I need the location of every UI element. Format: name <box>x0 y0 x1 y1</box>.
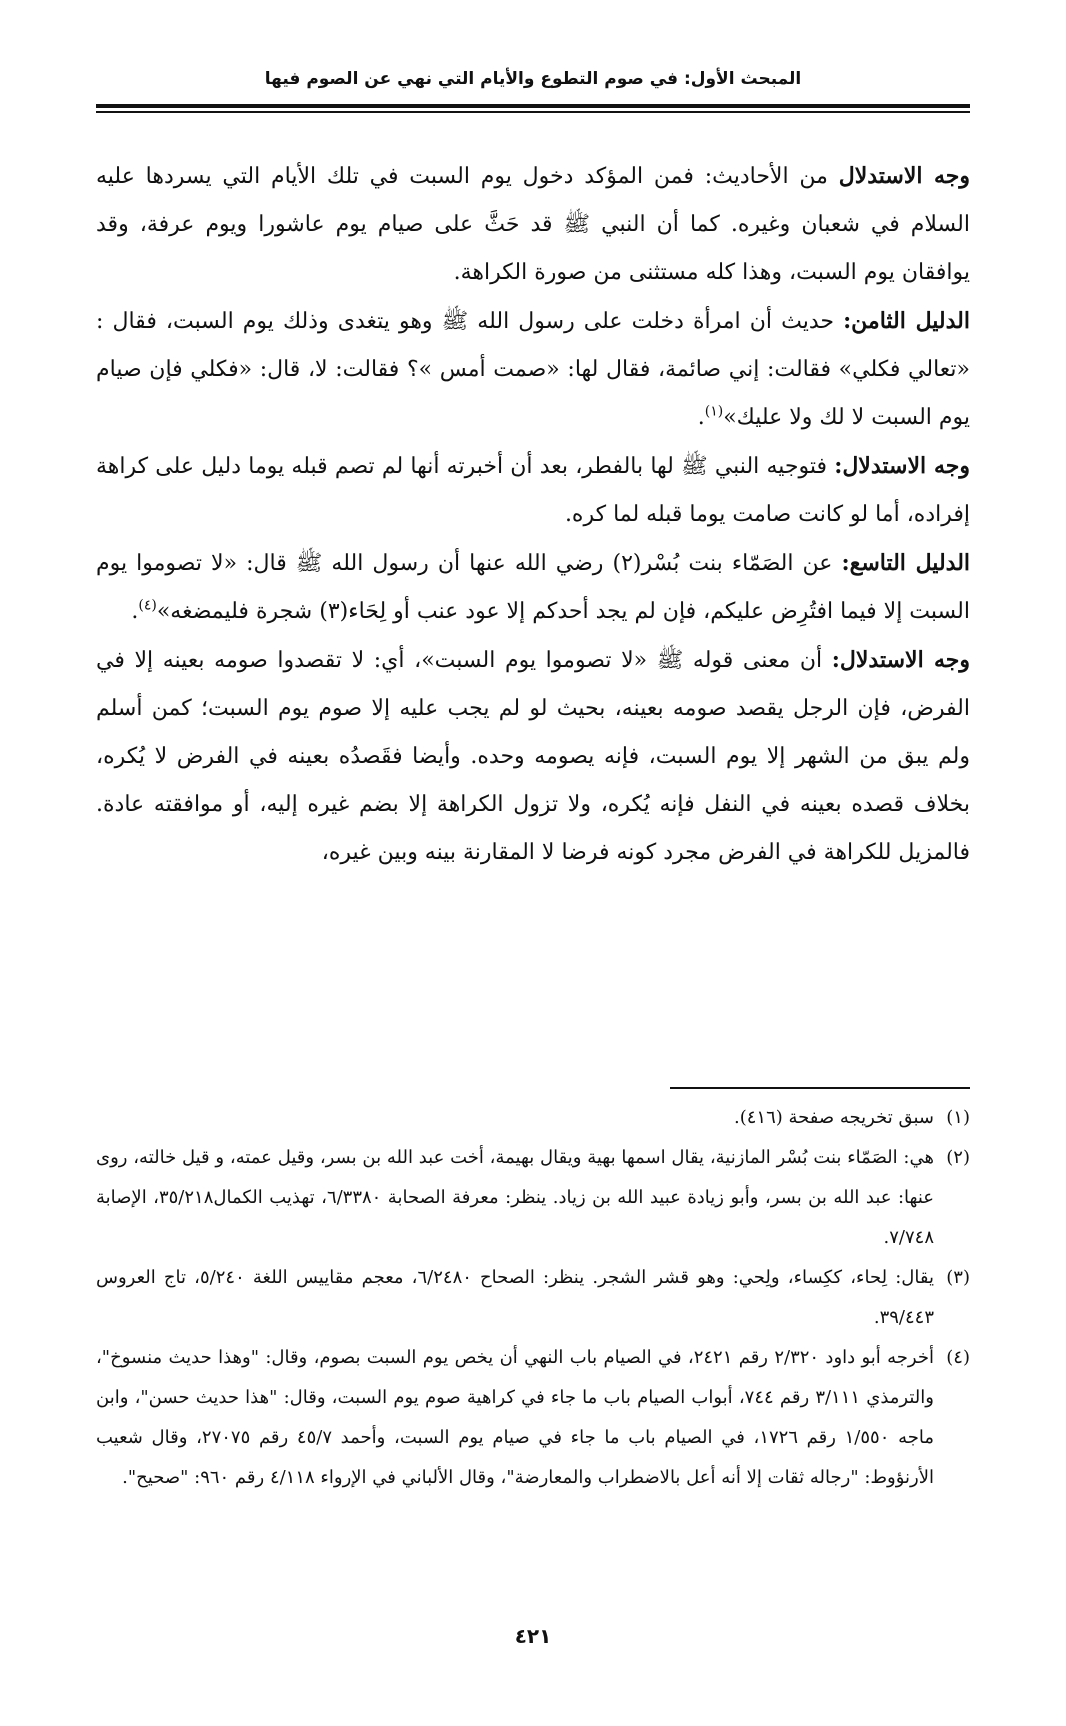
footnote-item <box>96 1098 970 1138</box>
paragraph <box>96 152 970 297</box>
page-number: ٤٢١ <box>514 1624 552 1648</box>
header-rule-thin <box>96 111 970 113</box>
paragraph-text: فتوجيه النبي ﷺ لها بالفطر، بعد أن أخبرته أنها لم تصم قبله يوما دليل على كراهة إفراده، أما لو كانت صامت يوما قبله لما كره. <box>96 454 970 527</box>
paragraph-tail: . <box>131 599 139 624</box>
paragraph-lead: وجه الاستدلال <box>838 163 970 189</box>
footnote-number: (٢) <box>946 1147 970 1168</box>
footnote-text: هي: الصَمّاء بنت بُسْر المازنية، يقال اسمها بهية ويقال بهيمة، أخت عبد الله بن بسر، وقيل عمته، و قيل خالته، روى عنها: عبد الله بن بسر، وأبو زيادة عبيد الله بن زياد. ينظر: معرفة الصحابة ٦/٣٣٨٠، تهذيب الكمال٣٥/٢١٨، الإصابة ٧/٧٤٨. <box>96 1147 934 1248</box>
footnote-number: (١) <box>946 1107 970 1128</box>
footnote-marker[interactable]: (٤) <box>138 597 157 614</box>
paragraph <box>96 442 970 539</box>
footnote-text: سبق تخريجه صفحة (٤١٦). <box>734 1107 934 1128</box>
paragraph-text: عن الصَمّاء بنت بُسْر(٢) رضي الله عنها أن رسول الله ﷺ قال: «لا تصوموا يوم السبت إلا فيما افتُرِض عليكم، فإن لم يجد أحدكم إلا عود عنب أو لِحَاء(٣) شجرة فليمضغه» <box>96 551 970 624</box>
footnote-separator <box>670 1087 970 1089</box>
footnote-item <box>96 1138 970 1258</box>
header-rule-thick <box>96 104 970 108</box>
paragraph-lead: الدليل الثامن: <box>843 308 970 334</box>
paragraph-text: من الأحاديث: فمن المؤكد دخول يوم السبت في تلك الأيام التي يسردها عليه السلام في شعبان وغيره. كما أن النبي ﷺ قد حَثَّ على صيام يوم عاشورا ويوم عرفة، وقد يوافقان يوم السبت، وهذا كله مستثنى من صورة الكراهة. <box>96 164 970 285</box>
paragraph <box>96 539 970 636</box>
paragraph-text: أن معنى قوله ﷺ «لا تصوموا يوم السبت»، أي: لا تقصدوا صومه بعينه إلا في الفرض، فإن الرجل يقصد صومه بعينه، بحيث لو لم يجب عليه إلا صوم يوم السبت؛ كمن أسلم ولم يبق من الشهر إلا يوم السبت، فإنه يصومه وحده. وأيضا فقَصدُه بعينه في الفرض لا يُكره، بخلاف قصده بعينه في النفل فإنه يُكره، ولا تزول الكراهة إلا بضم غيره إليه، أو موافقته عادة. فالمزيل للكراهة في الفرض مجرد كونه فرضا لا المقارنة بينه وبين غيره، <box>96 648 970 865</box>
footnote-item <box>96 1338 970 1498</box>
paragraph-lead: وجه الاستدلال: <box>831 647 970 673</box>
paragraph <box>96 297 970 442</box>
footnote-marker[interactable]: (١) <box>704 403 724 420</box>
footnotes <box>96 1098 970 1498</box>
paragraph <box>96 636 970 877</box>
paragraph-lead: وجه الاستدلال: <box>834 453 971 479</box>
footnote-text: يقال: لِحاء، ككِساء، ولِحي: وهو قشر الشجر. ينظر: الصحاح ٦/٢٤٨٠، معجم مقاييس اللغة ٥/٢٤٠، تاج العروس ٣٩/٤٤٣. <box>96 1267 934 1328</box>
paragraph-lead: الدليل التاسع: <box>841 550 971 576</box>
footnote-number: (٣) <box>946 1267 970 1288</box>
paragraph-text: حديث أن امرأة دخلت على رسول الله ﷺ وهو يتغدى وذلك يوم السبت، فقال : «تعالي فكلي» فقالت: إني صائمة، فقال لها: «صمت أمس »؟ فقالت: لا، قال: «فكلي فإن صيام يوم السبت لا لك ولا عليك» <box>96 309 970 430</box>
running-title: المبحث الأول: في صوم التطوع والأيام التي نهي عن الصوم فيها <box>264 69 802 89</box>
footnote-item <box>96 1258 970 1338</box>
footnote-number: (٤) <box>946 1347 970 1368</box>
main-text <box>96 152 970 877</box>
paragraph-tail: . <box>697 405 705 430</box>
footnote-text: أخرجه أبو داود ٢/٣٢٠ رقم ٢٤٢١، في الصيام باب النهي أن يخص يوم السبت بصوم، وقال: "وهذا حديث منسوخ"، والترمذي ٣/١١١ رقم ٧٤٤، أبواب الصيام باب ما جاء في كراهية صوم يوم السبت، وقال: "هذا حديث حسن"، وابن ماجه ١/٥٥٠ رقم ١٧٢٦، في الصيام باب ما جاء في صيام يوم السبت، وأحمد ٤٥/٧ رقم ٢٧٠٧٥، وقال شعيب الأرنؤوط: "رجاله ثقات إلا أنه أعل بالاضطراب والمعارضة"، وقال الألباني في الإرواء ٤/١١٨ رقم ٩٦٠: "صحيح". <box>96 1347 934 1488</box>
